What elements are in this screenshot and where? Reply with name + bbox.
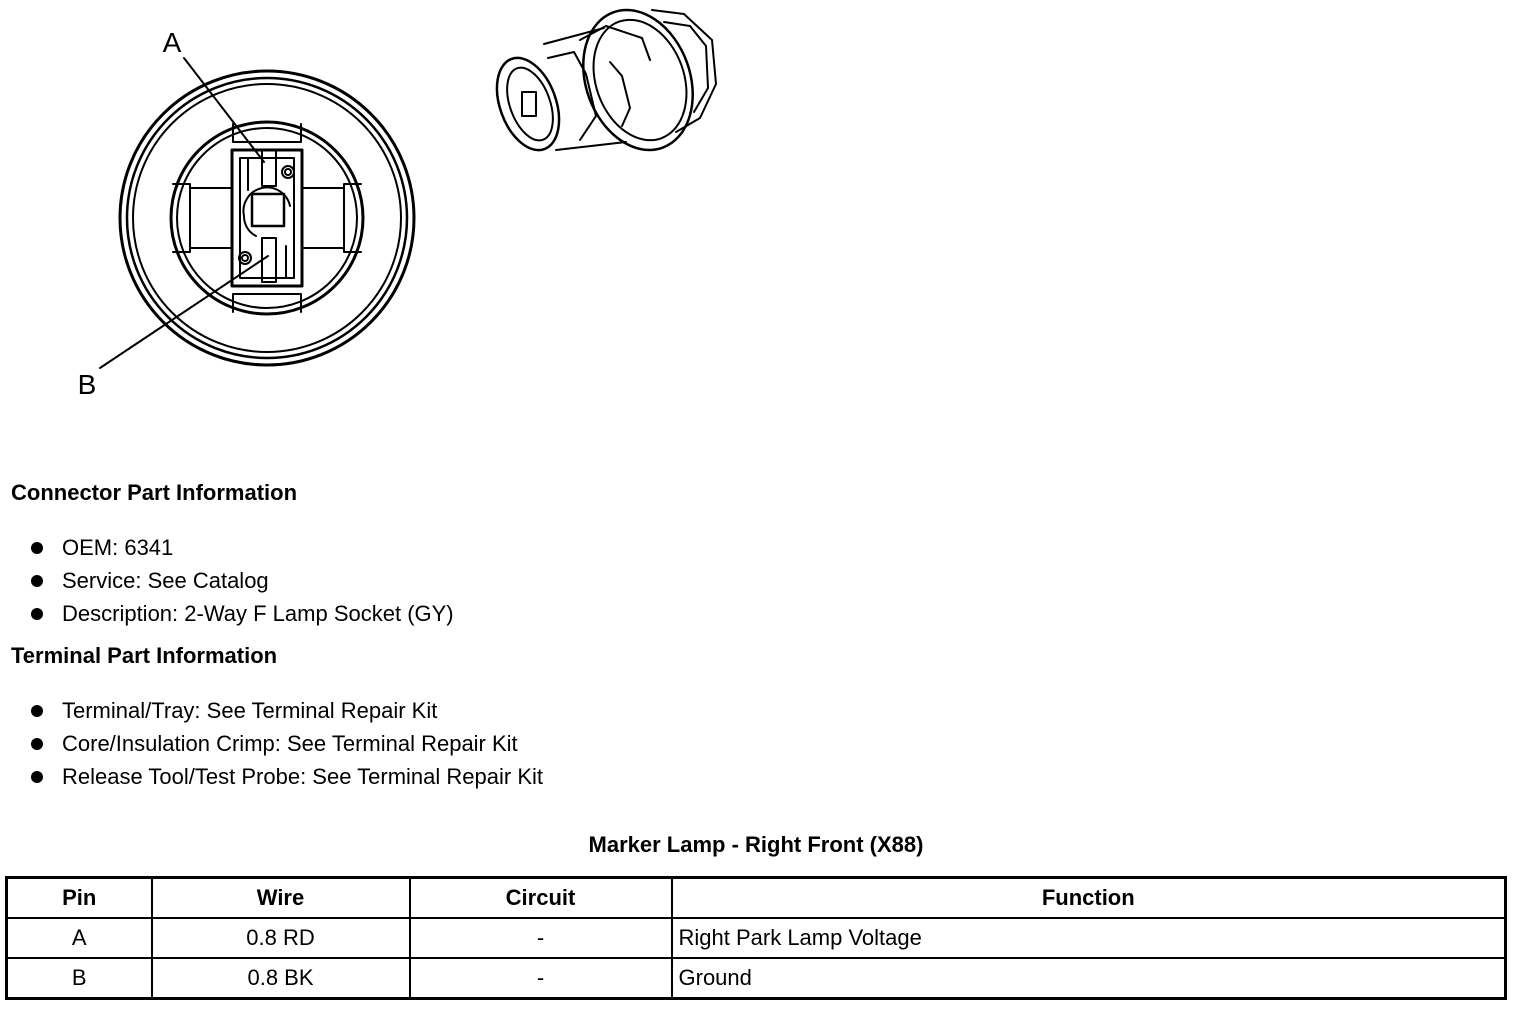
- bullet-icon: [31, 771, 43, 783]
- list-item: [28, 763, 543, 796]
- list-item-text: OEM: 6341: [62, 535, 174, 560]
- cell-circuit: -: [410, 958, 672, 999]
- cell-wire: 0.8 BK: [152, 958, 410, 999]
- callout-a-label: A: [162, 27, 182, 58]
- cell-pin: A: [7, 918, 152, 958]
- list-item: [28, 600, 454, 633]
- list-item: [28, 730, 543, 763]
- list-item-text: Terminal/Tray: See Terminal Repair Kit: [62, 698, 438, 723]
- terminal-info-heading: Terminal Part Information: [11, 643, 278, 668]
- cell-function: Right Park Lamp Voltage: [672, 918, 1506, 958]
- cell-function: Ground: [672, 958, 1506, 999]
- cell-circuit: -: [410, 918, 672, 958]
- cell-wire: 0.8 RD: [152, 918, 410, 958]
- socket-perspective-view: [485, 0, 716, 165]
- socket-front-view: [120, 71, 414, 365]
- column-header-function: Function: [672, 878, 1506, 919]
- list-item: [28, 534, 454, 567]
- bullet-icon: [31, 542, 43, 554]
- column-header-pin: Pin: [7, 878, 152, 919]
- callout-a-leader: [184, 58, 264, 162]
- connector-info-heading: Connector Part Information: [11, 480, 298, 505]
- cell-pin: B: [7, 958, 152, 999]
- bullet-icon: [31, 608, 43, 620]
- list-item-text: Description: 2-Way F Lamp Socket (GY): [62, 601, 454, 626]
- list-item-text: Service: See Catalog: [62, 568, 269, 593]
- bullet-icon: [31, 738, 43, 750]
- terminal-info-list: [28, 697, 543, 796]
- list-item: [28, 697, 543, 730]
- bullet-icon: [31, 705, 43, 717]
- bullet-icon: [31, 575, 43, 587]
- connector-face-drawing: [0, 0, 760, 420]
- pin-table-title: Marker Lamp - Right Front (X88): [588, 832, 924, 857]
- column-header-circuit: Circuit: [410, 878, 672, 919]
- table-row: [7, 958, 1506, 999]
- table-header-row: [7, 878, 1506, 919]
- column-header-wire: Wire: [152, 878, 410, 919]
- list-item: [28, 567, 454, 600]
- list-item-text: Core/Insulation Crimp: See Terminal Repair Kit: [62, 731, 518, 756]
- pin-table: [5, 876, 1507, 1000]
- list-item-text: Release Tool/Test Probe: See Terminal Repair Kit: [62, 764, 543, 789]
- callout-b-label: B: [77, 369, 97, 400]
- connector-info-list: [28, 534, 454, 633]
- table-row: [7, 918, 1506, 958]
